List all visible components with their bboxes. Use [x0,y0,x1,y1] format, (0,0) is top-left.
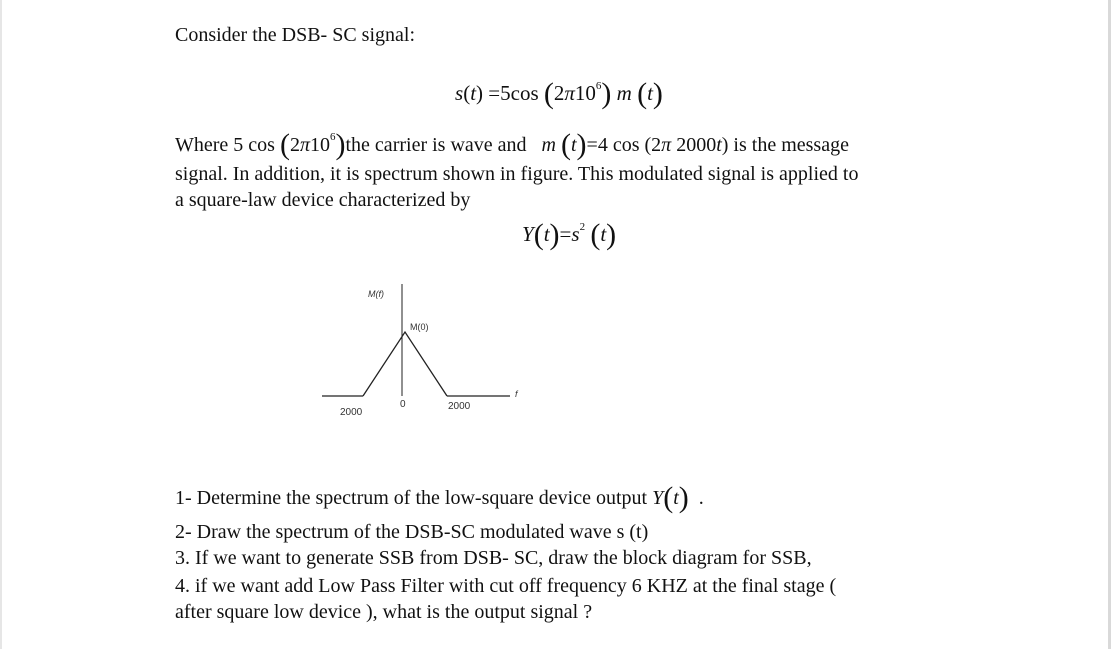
where-exp: 6 [330,131,336,143]
equation-dsb-sc: s(t) =5cos $(2\pi 10^6)$ m (t) [455,77,663,110]
eq1-equals: = [488,81,501,105]
where-msg-close: ) [721,134,729,156]
paragraph-line-4: a square-law device characterized by [175,189,471,211]
where-ten: 10 [310,134,330,156]
eq1-amp: 5cos [500,81,539,105]
page-edge-left [0,0,2,649]
tick-left-2000: 2000 [340,407,363,418]
q1-text: 1- Determine the spectrum of the low-square device output [175,487,648,509]
eq2-t: t [543,222,550,246]
tick-right-2000: 2000 [448,401,471,412]
eq2-Y: Y [522,222,534,246]
eq2-s: s [571,222,580,246]
question-1: 1- Determine the spectrum of the low-square device output Y(t) . [175,481,704,514]
q1-t: t [673,487,679,509]
question-4-line-2: after square low device ), what is the output signal ? [175,601,593,623]
question-2: 2- Draw the spectrum of the DSB-SC modulated wave s (t) [175,521,649,543]
paragraph-line-3: signal. In addition, it is spectrum shown in figure. This modulated signal is applied to [175,163,859,185]
question-4-line-1: 4. if we want add Low Pass Filter with cut off frequency 6 KHZ at the final stage ( [175,575,837,597]
eq1-s: s [455,81,464,105]
f-axis-label: f [515,389,518,399]
where-pi: π [299,134,310,156]
eq2-eq: = [559,222,572,246]
q1-end: . [698,487,704,509]
equation-square-law: $Y(t)=s^2$ (t) [522,218,617,251]
where-tail: is the message [733,134,849,156]
eq1-t2: t [647,81,653,105]
where-m: m [541,134,556,156]
eq1-exp: 6 [595,80,602,92]
m-of-f-label: M(f) [368,289,384,299]
q1-Y: Y [652,487,664,509]
where-eq: = [586,134,598,156]
where-line: Where 5 $\cos (2\pi 10^6)the$ carrier is wave and m (t)=4 cos (2π 2000t) is the message [175,128,849,161]
where-msg-t: t [716,134,722,156]
where-after-carrier: the carrier is wave and [345,134,527,156]
where-t: t [570,134,577,156]
message-spectrum-figure [310,278,540,423]
eq1-ten: 10 [574,81,596,105]
where-msg-freq: 2000 [676,134,717,156]
m-of-zero-label: M(0) [410,322,429,332]
triangle-spectrum [363,332,447,396]
where-msg-pi: π [661,134,672,156]
tick-zero: 0 [400,399,406,410]
where-arg-pre: 2 [289,134,300,156]
where-amp: 5 cos [233,134,275,156]
where-word: Where [175,134,229,156]
where-msg-amp: 4 cos [597,134,640,156]
eq1-arg-pre: 2 [553,81,565,105]
eq1-m: m [616,81,632,105]
where-msg-arg-pre: (2 [644,134,662,156]
eq2-t2: t [600,222,607,246]
intro-text: Consider the DSB- SC signal: [175,24,416,46]
question-3: 3. If we want to generate SSB from DSB- SC, draw the block diagram for SSB, [175,547,812,569]
eq2-exp: 2 [579,221,586,233]
eq1-pi: π [564,81,575,105]
eq1-t: t [470,81,477,105]
